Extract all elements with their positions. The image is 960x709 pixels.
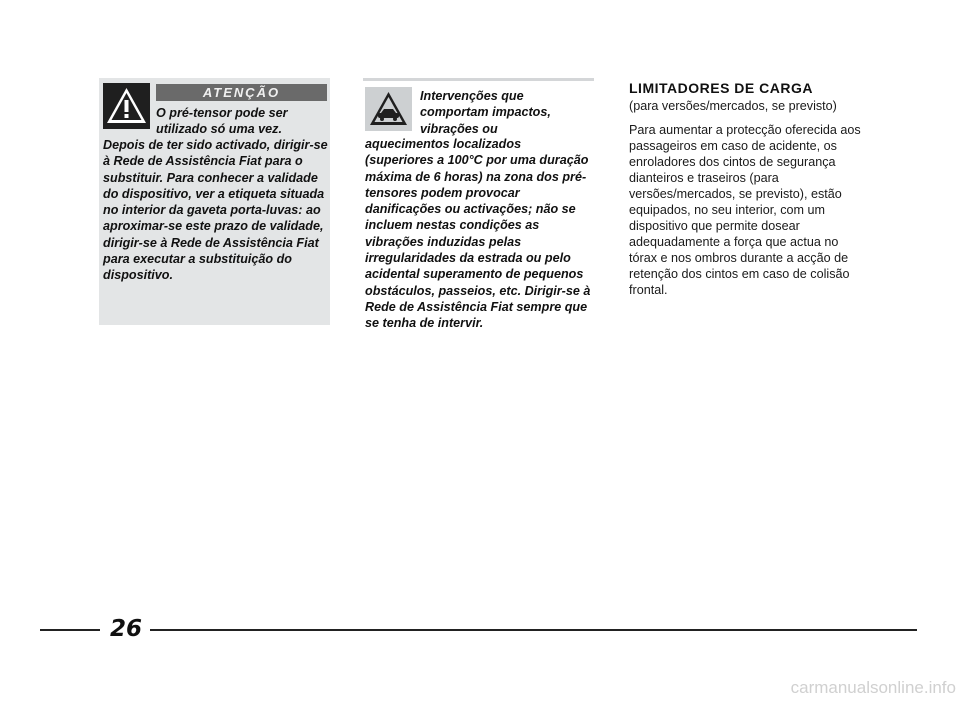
warning-box (99, 78, 330, 325)
caution-intro: Intervenções que comportam impactos, vibrações ou (420, 89, 551, 136)
section-title: LIMITADORES DE CARGA (629, 80, 813, 96)
car-caution-icon (365, 87, 412, 131)
caution-box (363, 78, 594, 378)
warning-triangle-icon (103, 83, 150, 129)
caution-top-rule (363, 78, 594, 81)
section-body: Para aumentar a protecção oferecida aos passageiros em caso de acidente, os enroladores dos cintos de segurança dianteiros e traseiros (para versões/mercados, se previsto), estão equipados, no seu interior, com um dispositivo que permite dosear adequadamente a força que actua no tórax e nos ombros durante a acção de retenção dos cintos em caso de colisão frontal. (629, 123, 861, 297)
footer-rule-right (150, 629, 917, 631)
caution-text: aquecimentos localizados (superiores a 100°C por uma duração máxima de 6 horas) na zona dos pré-tensores podem provocar danificações ou activações; não se incluem nestas condições as vibrações induzidas pelas irregularidades da estrada ou pelo acidental superamento de pequenos obstáculos, passeios, etc. Dirigir-se à Rede de Assistência Fiat sempre que se tenha de intervir. (365, 137, 591, 331)
section-subtitle: (para versões/mercados, se previsto) (629, 99, 837, 113)
load-limiters-section (629, 80, 874, 298)
warning-intro: O pré-tensor pode ser utilizado só uma vez. (156, 106, 288, 137)
warning-header: ATENÇÃO (156, 84, 327, 101)
page-number: 26 (109, 616, 142, 642)
watermark: carmanualsonline.info (790, 678, 956, 697)
warning-text: Depois de ter sido activado, dirigir-se à Rede de Assistência Fiat para o substituir. Para conhecer a validade do dispositivo, ver a etiqueta situada no interior da gaveta porta-luvas: ao aproximar-se este prazo de validade, dirigir-se à Rede de Assistência Fiat para executar a substituição do dispositivo. (103, 138, 328, 283)
footer-rule-left (40, 629, 100, 631)
